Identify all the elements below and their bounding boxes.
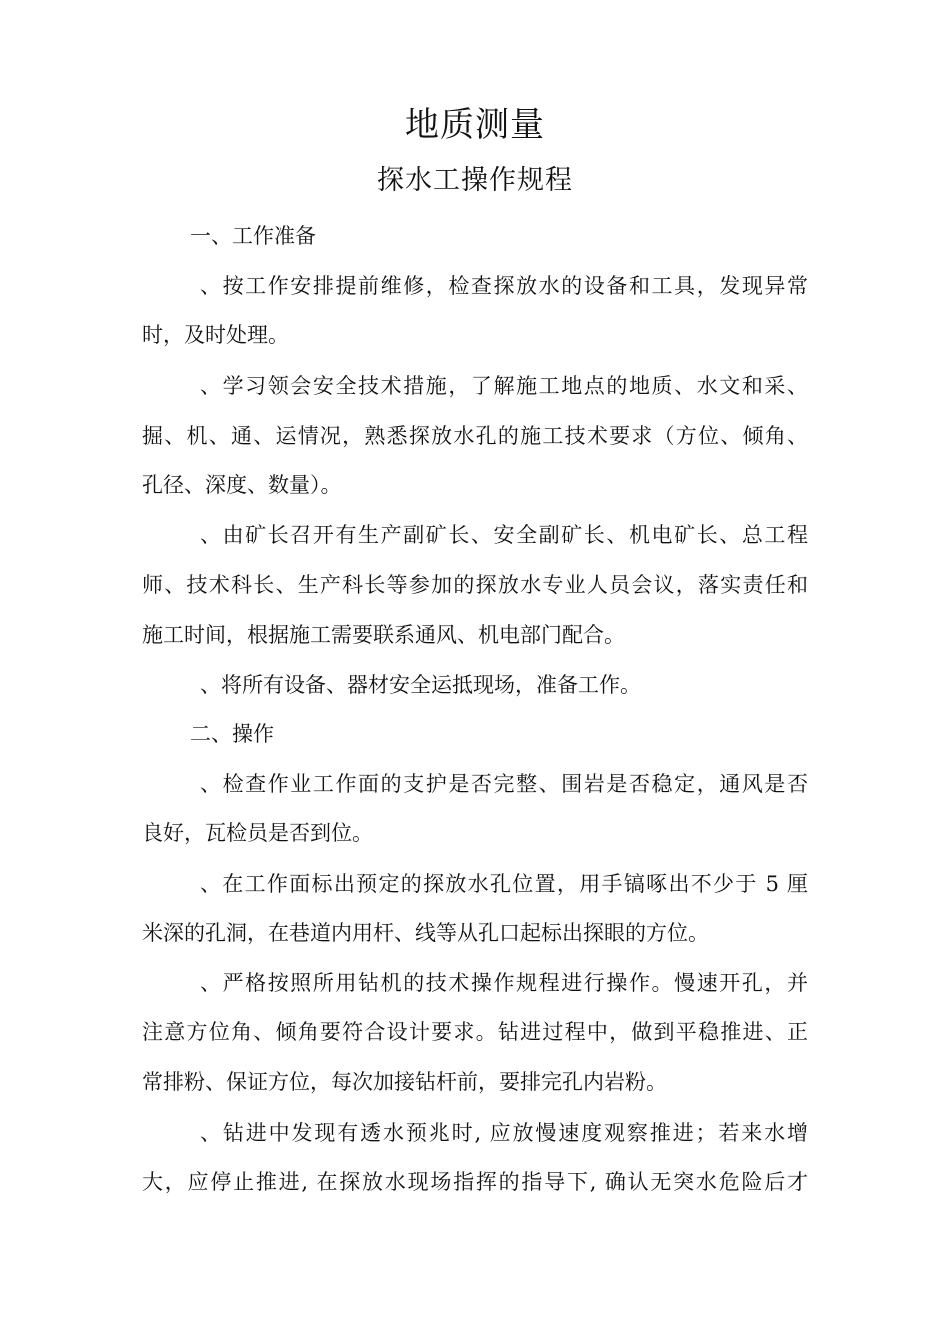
paragraph-line: 、在工作面标出预定的探放水孔位置，用手镐啄出不少于 5 厘: [200, 872, 808, 896]
paragraph-line: 大，应停止推进, 在探放水现场指挥的指导下, 确认无突水危险后才: [142, 1170, 808, 1194]
paragraph-line: 时，及时处理。: [142, 323, 289, 347]
paragraph-line: 施工时间，根据施工需要联系通风、机电部门配合。: [142, 623, 625, 647]
paragraph-line: 米深的孔洞，在巷道内用杆、线等从孔口起标出探眼的方位。: [142, 921, 709, 945]
paragraph-line: 、严格按照所用钻机的技术操作规程进行操作。慢速开孔，并: [200, 971, 808, 995]
paragraph-line: 常排粉、保证方位，每次加接钻杆前，要排完孔内岩粉。: [142, 1070, 667, 1094]
paragraph-line: 、检查作业工作面的支护是否完整、围岩是否稳定，通风是否: [200, 772, 808, 796]
paragraph-line: 、按工作安排提前维修，检查探放水的设备和工具，发现异常: [200, 274, 808, 298]
paragraph-line: 、学习领会安全技术措施，了解施工地点的地质、水文和采、: [200, 374, 808, 398]
paragraph-line: 孔径、深度、数量）。: [142, 473, 342, 497]
paragraph-line: 注意方位角、倾角要符合设计要求。钻进过程中，做到平稳推进、正: [142, 1020, 808, 1044]
paragraph-line: 、将所有设备、器材安全运抵现场，准备工作。: [200, 673, 641, 697]
paragraph-line: 良好，瓦检员是否到位。: [142, 821, 373, 845]
paragraph-line: 、由矿长召开有生产副矿长、安全副矿长、机电矿长、总工程: [200, 523, 808, 547]
paragraph-line: 、钻进中发现有透水预兆时, 应放慢速度观察推进；若来水增: [200, 1121, 808, 1145]
section-heading-operation: 二、操作: [190, 722, 274, 746]
paragraph-line: 掘、机、通、运情况，熟悉探放水孔的施工技术要求（方位、倾角、: [142, 424, 808, 448]
document-subtitle: 探水工操作规程: [377, 165, 573, 196]
document-title: 地质测量: [405, 105, 545, 145]
section-heading-preparation: 一、工作准备: [190, 224, 316, 248]
paragraph-line: 师、技术科长、生产科长等参加的探放水专业人员会议，落实责任和: [142, 573, 808, 597]
